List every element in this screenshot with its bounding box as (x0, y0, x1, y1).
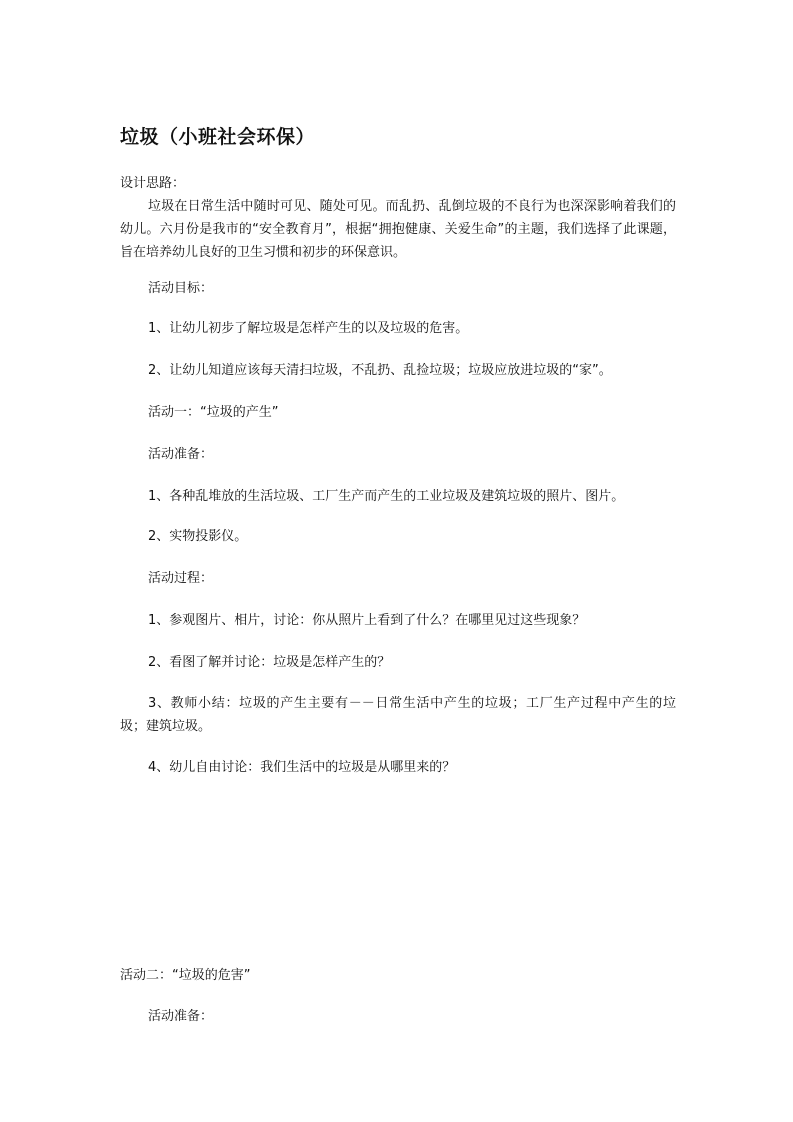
activity-1-title: 活动一：“垃圾的产生” (148, 405, 279, 420)
process-label: 活动过程： (148, 571, 214, 586)
goal-item-2: 2、让幼儿知道应该每天清扫垃圾，不乱扔、乱捡垃圾；垃圾应放进垃圾的“家”。 (148, 363, 612, 378)
document-title: 垃圾（小班社会环保） (120, 126, 316, 148)
design-paragraph: 垃圾在日常生活中随时可见、随处可见。而乱扔、乱倒垃圾的不良行为也深深影响着我们的幼儿。六月份是我市的“安全教育月”，根据“拥抱健康、关爱生命”的主题，我们选择了此课题，旨在培养幼儿良好的卫生习惯和初步的环保意识。 (120, 199, 676, 260)
activity-2-prep-label: 活动准备： (148, 1009, 214, 1024)
prep-item-2: 2、实物投影仪。 (148, 529, 248, 544)
goals-label: 活动目标： (148, 281, 214, 296)
process-item-4: 4、幼儿自由讨论：我们生活中的垃圾是从哪里来的？ (148, 760, 456, 775)
prep-item-1: 1、各种乱堆放的生活垃圾、工厂生产而产生的工业垃圾及建筑垃圾的照片、图片。 (148, 489, 625, 504)
design-label: 设计思路： (120, 176, 186, 191)
process-item-3: 3、教师小结：垃圾的产生主要有－－日常生活中产生的垃圾；工厂生产过程中产生的垃圾；建筑垃圾。 (120, 696, 676, 734)
activity-1-prep-label: 活动准备： (148, 447, 214, 462)
activity-2-title: 活动二：“垃圾的危害” (120, 968, 251, 983)
goal-item-1: 1、让幼儿初步了解垃圾是怎样产生的以及垃圾的危害。 (148, 321, 469, 336)
process-item-1: 1、参观图片、相片，讨论：你从照片上看到了什么？在哪里见过这些现象？ (148, 613, 586, 628)
process-item-2: 2、看图了解并讨论：垃圾是怎样产生的？ (148, 655, 391, 670)
